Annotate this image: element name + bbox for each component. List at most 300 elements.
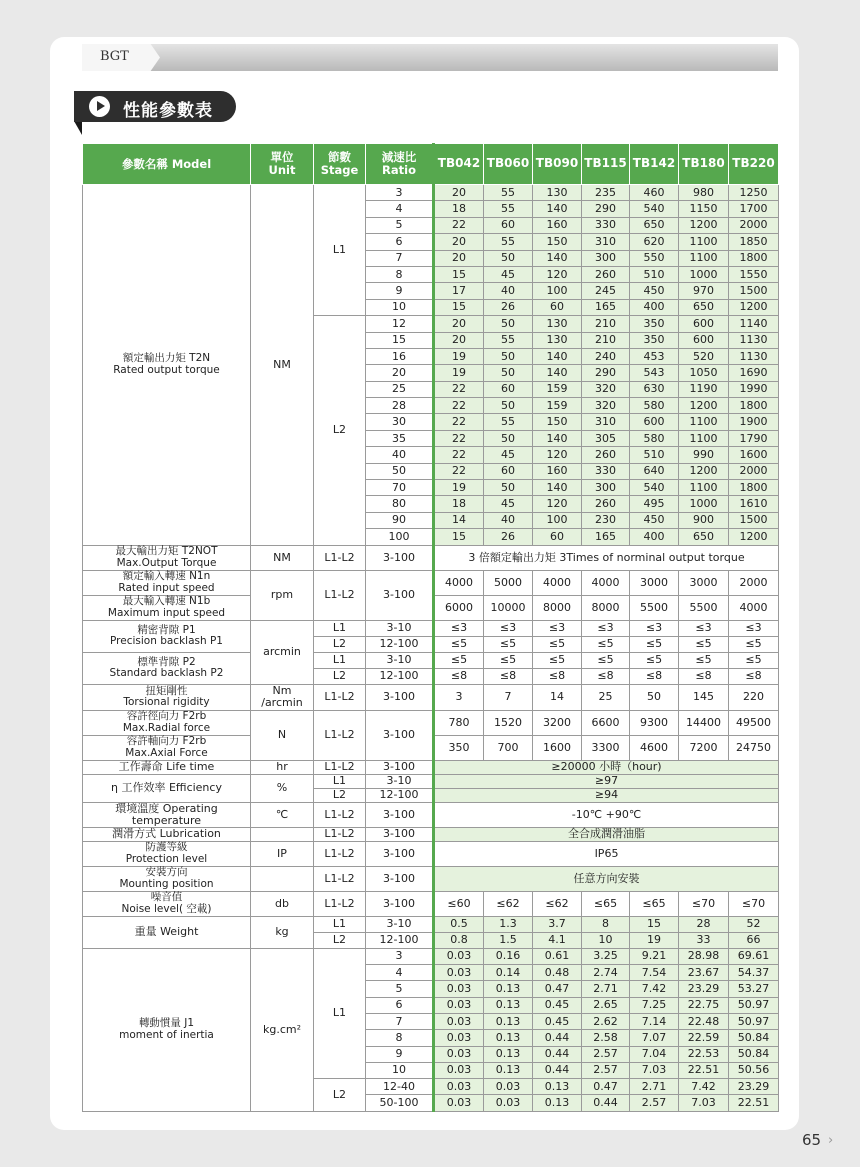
- value-cell: 310: [582, 414, 630, 430]
- value-cell: 7.54: [630, 965, 679, 981]
- value-cell: 1100: [679, 414, 729, 430]
- value-cell: 7: [484, 684, 533, 710]
- table-row: [83, 802, 779, 827]
- value-cell: 23.67: [679, 965, 729, 981]
- value-cell: 130: [533, 185, 582, 201]
- value-cell: 0.03: [434, 1095, 484, 1111]
- value-cell: 0.03: [434, 948, 484, 964]
- label-zh: 轉動慣量 J1: [138, 1017, 195, 1030]
- value-cell: 3300: [582, 735, 630, 760]
- ratio-cell: 3-100: [366, 841, 434, 866]
- value-cell: 0.47: [533, 981, 582, 997]
- value-cell: 0.13: [484, 1062, 533, 1078]
- label-en: Mounting position: [119, 877, 214, 890]
- ratio-cell: 8: [366, 1030, 434, 1046]
- ratio-cell: 50: [366, 463, 434, 479]
- stage-cell: L1-L2: [314, 570, 366, 620]
- header-model: TB142: [630, 144, 679, 185]
- value-cell: 1000: [679, 496, 729, 512]
- value-cell: 3.25: [582, 948, 630, 964]
- rated-speed-label: [83, 570, 251, 595]
- value-cell: 22.75: [679, 997, 729, 1013]
- value-cell: ≤5: [533, 652, 582, 668]
- unit-cell: kg.cm²: [251, 948, 314, 1111]
- value-cell: 7.04: [630, 1046, 679, 1062]
- value-cell: ≤8: [582, 668, 630, 684]
- value-cell: 140: [533, 348, 582, 364]
- value-cell: 22: [434, 381, 484, 397]
- value-cell: 60: [484, 381, 533, 397]
- stage-cell: L1-L2: [314, 802, 366, 827]
- value-cell: 450: [630, 283, 679, 299]
- value-cell: 25: [582, 684, 630, 710]
- value-cell: ≤5: [484, 652, 533, 668]
- label-zh: 最大輸出力矩 T2NOT: [115, 545, 218, 558]
- value-cell: 580: [630, 430, 679, 446]
- value-cell: 300: [582, 480, 630, 496]
- value-cell: ≤65: [630, 891, 679, 916]
- label-zh: 額定輸出力矩 T2N: [122, 352, 211, 365]
- value-cell: 130: [533, 316, 582, 332]
- label-en: moment of inertia: [119, 1028, 214, 1041]
- merged-value-cell: -10℃ +90℃: [434, 802, 779, 827]
- value-cell: 54.37: [729, 965, 779, 981]
- value-cell: 260: [582, 496, 630, 512]
- value-cell: 1190: [679, 381, 729, 397]
- value-cell: 66: [729, 932, 779, 948]
- value-cell: 60: [484, 463, 533, 479]
- value-cell: 159: [533, 398, 582, 414]
- value-cell: 970: [679, 283, 729, 299]
- value-cell: ≤5: [533, 636, 582, 652]
- ratio-cell: 35: [366, 430, 434, 446]
- value-cell: 18: [434, 496, 484, 512]
- value-cell: 543: [630, 365, 679, 381]
- value-cell: 1000: [679, 266, 729, 282]
- label-en: Max.Axial Force: [125, 746, 208, 759]
- value-cell: 1100: [679, 480, 729, 496]
- ratio-cell: 15: [366, 332, 434, 348]
- efficiency-label: η 工作效率 Efficiency: [83, 774, 251, 802]
- section-header-bar: [82, 44, 778, 71]
- value-cell: 160: [533, 463, 582, 479]
- value-cell: ≤8: [729, 668, 779, 684]
- value-cell: 50.97: [729, 997, 779, 1013]
- ratio-cell: 5: [366, 217, 434, 233]
- label-en: Maximum input speed: [107, 606, 226, 619]
- label-zh: 精密背隙 P1: [137, 623, 196, 636]
- ratio-cell: 6: [366, 997, 434, 1013]
- value-cell: 45: [484, 266, 533, 282]
- value-cell: 52: [729, 916, 779, 932]
- value-cell: ≤65: [582, 891, 630, 916]
- value-cell: 19: [434, 480, 484, 496]
- table-row: [83, 827, 779, 841]
- value-cell: ≤8: [434, 668, 484, 684]
- value-cell: 210: [582, 332, 630, 348]
- label-en: Max.Output Torque: [116, 556, 217, 569]
- value-cell: 0.45: [533, 1013, 582, 1029]
- value-cell: 1130: [729, 348, 779, 364]
- value-cell: ≤5: [434, 652, 484, 668]
- value-cell: 1900: [729, 414, 779, 430]
- value-cell: 400: [630, 299, 679, 315]
- value-cell: 60: [484, 217, 533, 233]
- ratio-cell: 9: [366, 283, 434, 299]
- value-cell: 1100: [679, 430, 729, 446]
- mounting-label: [83, 866, 251, 891]
- value-cell: 320: [582, 398, 630, 414]
- ratio-cell: 30: [366, 414, 434, 430]
- value-cell: 210: [582, 316, 630, 332]
- stage-cell: L1-L2: [314, 545, 366, 570]
- value-cell: ≤5: [679, 636, 729, 652]
- value-cell: 14: [533, 684, 582, 710]
- value-cell: 7.42: [630, 981, 679, 997]
- value-cell: 550: [630, 250, 679, 266]
- value-cell: 510: [630, 447, 679, 463]
- value-cell: 22: [434, 217, 484, 233]
- value-cell: 260: [582, 447, 630, 463]
- value-cell: ≤3: [679, 620, 729, 636]
- value-cell: 0.16: [484, 948, 533, 964]
- value-cell: 17: [434, 283, 484, 299]
- page-number: 65: [802, 1131, 822, 1149]
- value-cell: 2.58: [582, 1030, 630, 1046]
- unit-cell: hr: [251, 760, 314, 774]
- value-cell: 26: [484, 529, 533, 545]
- ratio-cell: 4: [366, 201, 434, 217]
- header-model: TB220: [729, 144, 779, 185]
- value-cell: 320: [582, 381, 630, 397]
- value-cell: 900: [679, 512, 729, 528]
- unit-cell: %: [251, 774, 314, 802]
- lubrication-label: 潤滑方式 Lubrication: [83, 827, 251, 841]
- value-cell: 1550: [729, 266, 779, 282]
- value-cell: 540: [630, 201, 679, 217]
- ratio-cell: 3-100: [366, 802, 434, 827]
- stage-cell: L1-L2: [314, 866, 366, 891]
- label-zh: 容許軸向力 F2rb: [126, 735, 207, 748]
- ratio-cell: 10: [366, 299, 434, 315]
- value-cell: 0.13: [484, 997, 533, 1013]
- page-title-banner: [74, 91, 236, 122]
- unit-cell: arcmin: [251, 620, 314, 684]
- value-cell: 50: [484, 250, 533, 266]
- header-model: TB090: [533, 144, 582, 185]
- value-cell: 22: [434, 398, 484, 414]
- value-cell: 290: [582, 365, 630, 381]
- value-cell: 7200: [679, 735, 729, 760]
- label-en: Noise level( 空載): [121, 902, 212, 915]
- stage-cell: L1-L2: [314, 827, 366, 841]
- value-cell: 140: [533, 201, 582, 217]
- value-cell: 60: [533, 529, 582, 545]
- value-cell: 0.03: [434, 965, 484, 981]
- header-stage: 節數 Stage: [314, 144, 366, 185]
- stage-cell: L1: [314, 916, 366, 932]
- value-cell: 19: [434, 365, 484, 381]
- value-cell: 40: [484, 512, 533, 528]
- table-row: [83, 620, 779, 636]
- ratio-cell: 7: [366, 1013, 434, 1029]
- standard-backlash-label: [83, 652, 251, 684]
- ratio-cell: 6: [366, 234, 434, 250]
- value-cell: 1800: [729, 480, 779, 496]
- value-cell: 600: [679, 332, 729, 348]
- value-cell: 700: [484, 735, 533, 760]
- value-cell: 15: [630, 916, 679, 932]
- inertia-label: [83, 948, 251, 1111]
- value-cell: ≤5: [729, 652, 779, 668]
- value-cell: 7.03: [630, 1062, 679, 1078]
- value-cell: 0.03: [434, 1046, 484, 1062]
- value-cell: 300: [582, 250, 630, 266]
- value-cell: 1250: [729, 185, 779, 201]
- value-cell: 0.03: [484, 1079, 533, 1095]
- rated-torque-label: [83, 185, 251, 546]
- value-cell: 1150: [679, 201, 729, 217]
- ratio-cell: 3: [366, 948, 434, 964]
- value-cell: 0.44: [533, 1030, 582, 1046]
- value-cell: 0.13: [533, 1079, 582, 1095]
- ratio-cell: 12-40: [366, 1079, 434, 1095]
- merged-value-cell: 任意方向安裝: [434, 866, 779, 891]
- value-cell: ≤5: [679, 652, 729, 668]
- label-zh: 最大輸入轉速 N1b: [122, 595, 211, 608]
- life-label: 工作壽命 Life time: [83, 760, 251, 774]
- value-cell: 0.13: [484, 981, 533, 997]
- ratio-cell: 3-100: [366, 570, 434, 620]
- value-cell: 50: [484, 348, 533, 364]
- value-cell: 350: [630, 316, 679, 332]
- value-cell: 23.29: [679, 981, 729, 997]
- value-cell: 130: [533, 332, 582, 348]
- table-row: [83, 866, 779, 891]
- value-cell: 140: [533, 480, 582, 496]
- value-cell: 0.03: [484, 1095, 533, 1111]
- value-cell: 14400: [679, 710, 729, 735]
- stage-cell: L1: [314, 620, 366, 636]
- value-cell: 1140: [729, 316, 779, 332]
- temperature-label: 環境溫度 Operating temperature: [83, 802, 251, 827]
- value-cell: 50: [484, 316, 533, 332]
- value-cell: 1800: [729, 250, 779, 266]
- value-cell: 22.59: [679, 1030, 729, 1046]
- merged-value-cell: 全合成潤滑油脂: [434, 827, 779, 841]
- ratio-cell: 3-100: [366, 710, 434, 760]
- value-cell: 2.65: [582, 997, 630, 1013]
- ratio-cell: 5: [366, 981, 434, 997]
- value-cell: 580: [630, 398, 679, 414]
- value-cell: 650: [630, 217, 679, 233]
- chevron-right-icon: ›: [828, 1133, 834, 1148]
- value-cell: 400: [630, 529, 679, 545]
- value-cell: ≤5: [434, 636, 484, 652]
- stage-cell: L2: [314, 788, 366, 802]
- value-cell: 6000: [434, 595, 484, 620]
- value-cell: 0.44: [533, 1046, 582, 1062]
- header-model: TB060: [484, 144, 533, 185]
- value-cell: 9.21: [630, 948, 679, 964]
- value-cell: 40: [484, 283, 533, 299]
- value-cell: 20: [434, 316, 484, 332]
- value-cell: 1200: [679, 398, 729, 414]
- unit-cell: ℃: [251, 802, 314, 827]
- value-cell: 55: [484, 185, 533, 201]
- value-cell: ≤3: [582, 620, 630, 636]
- ratio-cell: 28: [366, 398, 434, 414]
- value-cell: 1050: [679, 365, 729, 381]
- value-cell: 20: [434, 332, 484, 348]
- page-title: 性能參數表: [123, 101, 213, 121]
- value-cell: 1850: [729, 234, 779, 250]
- value-cell: 14: [434, 512, 484, 528]
- value-cell: 0.13: [533, 1095, 582, 1111]
- value-cell: 5000: [484, 570, 533, 595]
- value-cell: 7.14: [630, 1013, 679, 1029]
- value-cell: 45: [484, 496, 533, 512]
- value-cell: 3.7: [533, 916, 582, 932]
- ratio-cell: 50-100: [366, 1095, 434, 1111]
- ratio-cell: 90: [366, 512, 434, 528]
- value-cell: 0.03: [434, 981, 484, 997]
- value-cell: 22.51: [729, 1095, 779, 1111]
- table-row: [83, 841, 779, 866]
- value-cell: 22: [434, 447, 484, 463]
- value-cell: 630: [630, 381, 679, 397]
- value-cell: 220: [729, 684, 779, 710]
- value-cell: 0.47: [582, 1079, 630, 1095]
- label-zh: 容許徑向力 F2rb: [126, 710, 207, 723]
- value-cell: 19: [630, 932, 679, 948]
- value-cell: ≤3: [729, 620, 779, 636]
- merged-value-cell: ≥94: [434, 788, 779, 802]
- performance-spec-table: [82, 143, 779, 1112]
- value-cell: 0.48: [533, 965, 582, 981]
- merged-value-cell: ≥20000 小時（hour): [434, 760, 779, 774]
- unit-cell: [251, 866, 314, 891]
- ratio-cell: 3-100: [366, 866, 434, 891]
- value-cell: 140: [533, 365, 582, 381]
- label-zh: 噪音值: [150, 891, 183, 904]
- merged-value-cell: 3 倍額定輸出力矩 3Times of norminal output torque: [434, 545, 779, 570]
- value-cell: 22.51: [679, 1062, 729, 1078]
- value-cell: 23.29: [729, 1079, 779, 1095]
- value-cell: 120: [533, 496, 582, 512]
- value-cell: 0.5: [434, 916, 484, 932]
- value-cell: 22: [434, 463, 484, 479]
- header-param: 參數名稱 Model: [83, 144, 251, 185]
- value-cell: 1.3: [484, 916, 533, 932]
- ratio-cell: 80: [366, 496, 434, 512]
- value-cell: 8: [582, 916, 630, 932]
- value-cell: 495: [630, 496, 679, 512]
- ratio-cell: 3-10: [366, 774, 434, 788]
- stage-cell: L1-L2: [314, 841, 366, 866]
- value-cell: 2.57: [582, 1062, 630, 1078]
- value-cell: 450: [630, 512, 679, 528]
- value-cell: 22.48: [679, 1013, 729, 1029]
- value-cell: ≤70: [679, 891, 729, 916]
- ratio-cell: 40: [366, 447, 434, 463]
- ratio-cell: 25: [366, 381, 434, 397]
- value-cell: 160: [533, 217, 582, 233]
- label-zh: 標準背隙 P2: [137, 655, 196, 668]
- value-cell: 0.13: [484, 1013, 533, 1029]
- value-cell: ≤8: [630, 668, 679, 684]
- table-row: [83, 774, 779, 788]
- value-cell: 1500: [729, 283, 779, 299]
- value-cell: 460: [630, 185, 679, 201]
- value-cell: 55: [484, 414, 533, 430]
- value-cell: 55: [484, 332, 533, 348]
- value-cell: 1200: [679, 217, 729, 233]
- value-cell: 28: [679, 916, 729, 932]
- value-cell: 0.03: [434, 1013, 484, 1029]
- value-cell: 540: [630, 480, 679, 496]
- stage-cell: L2: [314, 932, 366, 948]
- value-cell: 1130: [729, 332, 779, 348]
- unit-cell: N: [251, 710, 314, 760]
- value-cell: 7.07: [630, 1030, 679, 1046]
- value-cell: 55: [484, 234, 533, 250]
- table-row: [83, 760, 779, 774]
- ratio-cell: 100: [366, 529, 434, 545]
- value-cell: 990: [679, 447, 729, 463]
- label-zh: 額定輸入轉速 N1n: [122, 570, 211, 583]
- table-row: [83, 545, 779, 570]
- value-cell: ≤8: [484, 668, 533, 684]
- value-cell: 22: [434, 414, 484, 430]
- value-cell: 290: [582, 201, 630, 217]
- header-unit: 單位 Unit: [251, 144, 314, 185]
- stage-cell: L1: [314, 652, 366, 668]
- value-cell: 305: [582, 430, 630, 446]
- value-cell: 350: [434, 735, 484, 760]
- value-cell: 120: [533, 266, 582, 282]
- table-row: [83, 652, 779, 668]
- ratio-cell: 3-100: [366, 827, 434, 841]
- ratio-cell: 10: [366, 1062, 434, 1078]
- ratio-cell: 16: [366, 348, 434, 364]
- value-cell: 6600: [582, 710, 630, 735]
- value-cell: ≤3: [434, 620, 484, 636]
- value-cell: 55: [484, 201, 533, 217]
- value-cell: 2.62: [582, 1013, 630, 1029]
- axial-force-label: [83, 735, 251, 760]
- unit-cell: Nm /arcmin: [251, 684, 314, 710]
- value-cell: 330: [582, 217, 630, 233]
- value-cell: 1200: [729, 299, 779, 315]
- value-cell: 2.57: [582, 1046, 630, 1062]
- value-cell: 20: [434, 185, 484, 201]
- value-cell: 2000: [729, 463, 779, 479]
- value-cell: 1100: [679, 234, 729, 250]
- value-cell: ≤5: [582, 652, 630, 668]
- value-cell: 150: [533, 234, 582, 250]
- stage-cell: L1: [314, 774, 366, 788]
- value-cell: 620: [630, 234, 679, 250]
- ratio-cell: 8: [366, 266, 434, 282]
- value-cell: 165: [582, 299, 630, 315]
- value-cell: 150: [533, 414, 582, 430]
- table-row: [83, 710, 779, 735]
- value-cell: ≤62: [533, 891, 582, 916]
- value-cell: 235: [582, 185, 630, 201]
- unit-cell: kg: [251, 916, 314, 948]
- value-cell: 260: [582, 266, 630, 282]
